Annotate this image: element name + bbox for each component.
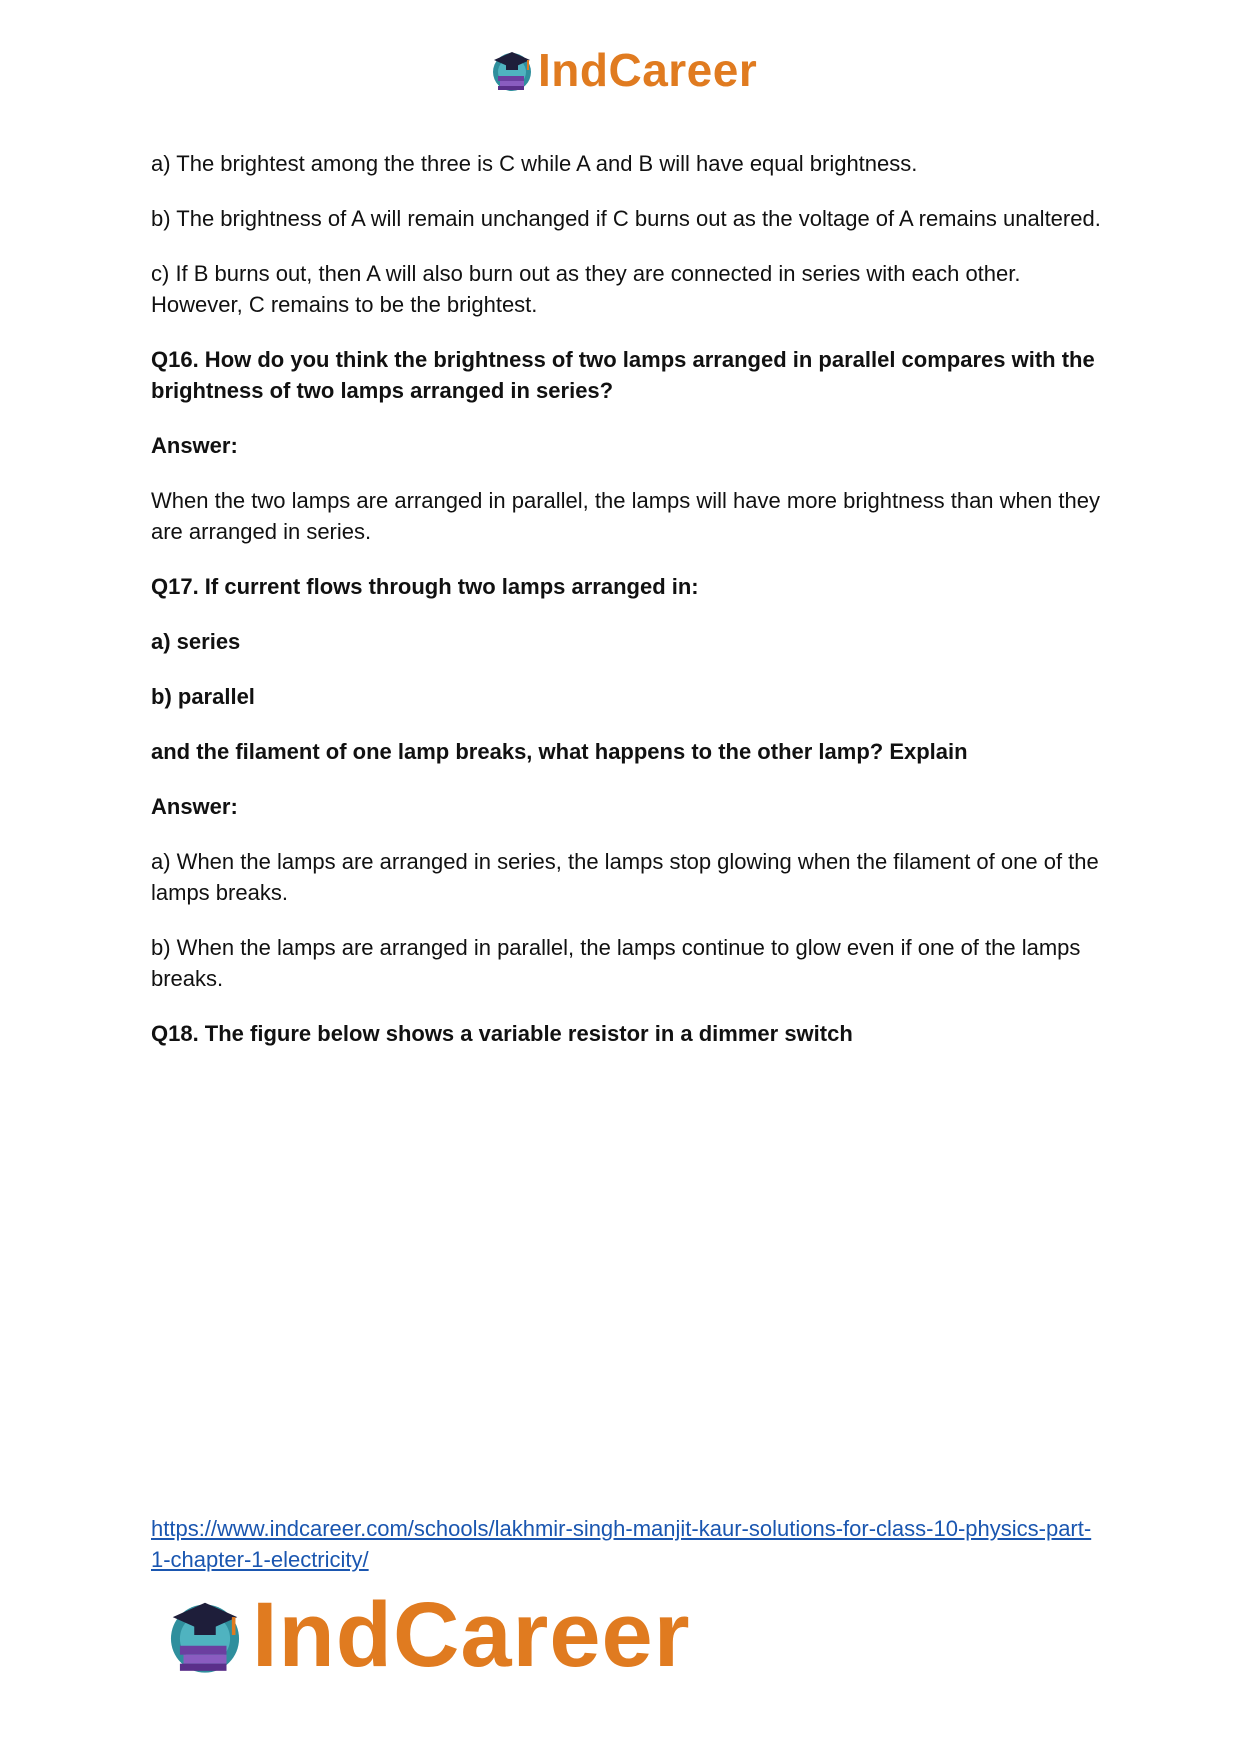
header-logo [488, 40, 757, 100]
question-heading: Q16. How do you think the brightness of two lamps arranged in parallel compares with the brightness of two lamps arranged in series? [151, 347, 1095, 403]
graduation-cap-books-icon [488, 46, 536, 94]
answer-label: Answer: [151, 433, 238, 458]
question-heading: and the filament of one lamp breaks, what happens to the other lamp? Explain [151, 739, 968, 764]
answer-paragraph: b) When the lamps are arranged in parallel, the lamps continue to glow even if one of the lamps breaks. [151, 935, 1081, 991]
answer-paragraph: a) When the lamps are arranged in series, the lamps stop glowing when the filament of one of the lamps breaks. [151, 849, 1099, 905]
document-body [151, 148, 1101, 1073]
question-option: b) parallel [151, 684, 255, 709]
brand-name: IndCareer [538, 44, 758, 96]
graduation-cap-books-icon [162, 1592, 248, 1678]
question-heading: Q17. If current flows through two lamps arranged in: [151, 574, 699, 599]
footer-logo [162, 1585, 691, 1685]
question-heading: Q18. The figure below shows a variable resistor in a dimmer switch [151, 1021, 853, 1046]
answer-paragraph: a) The brightest among the three is C while A and B will have equal brightness. [151, 151, 918, 176]
brand-name: IndCareer [252, 1584, 691, 1686]
question-option: a) series [151, 629, 241, 654]
answer-paragraph: b) The brightness of A will remain unchanged if C burns out as the voltage of A remains unaltered. [151, 206, 1101, 231]
source-link[interactable]: https://www.indcareer.com/schools/lakhmir-singh-manjit-kaur-solutions-for-class-10-physics-part-1-chapter-1-electricity/ [151, 1516, 1092, 1572]
answer-paragraph: When the two lamps are arranged in parallel, the lamps will have more brightness than when they are arranged in series. [151, 488, 1100, 544]
answer-paragraph: c) If B burns out, then A will also burn out as they are connected in series with each other. However, C remains to be the brightest. [151, 261, 1021, 317]
answer-label: Answer: [151, 794, 238, 819]
